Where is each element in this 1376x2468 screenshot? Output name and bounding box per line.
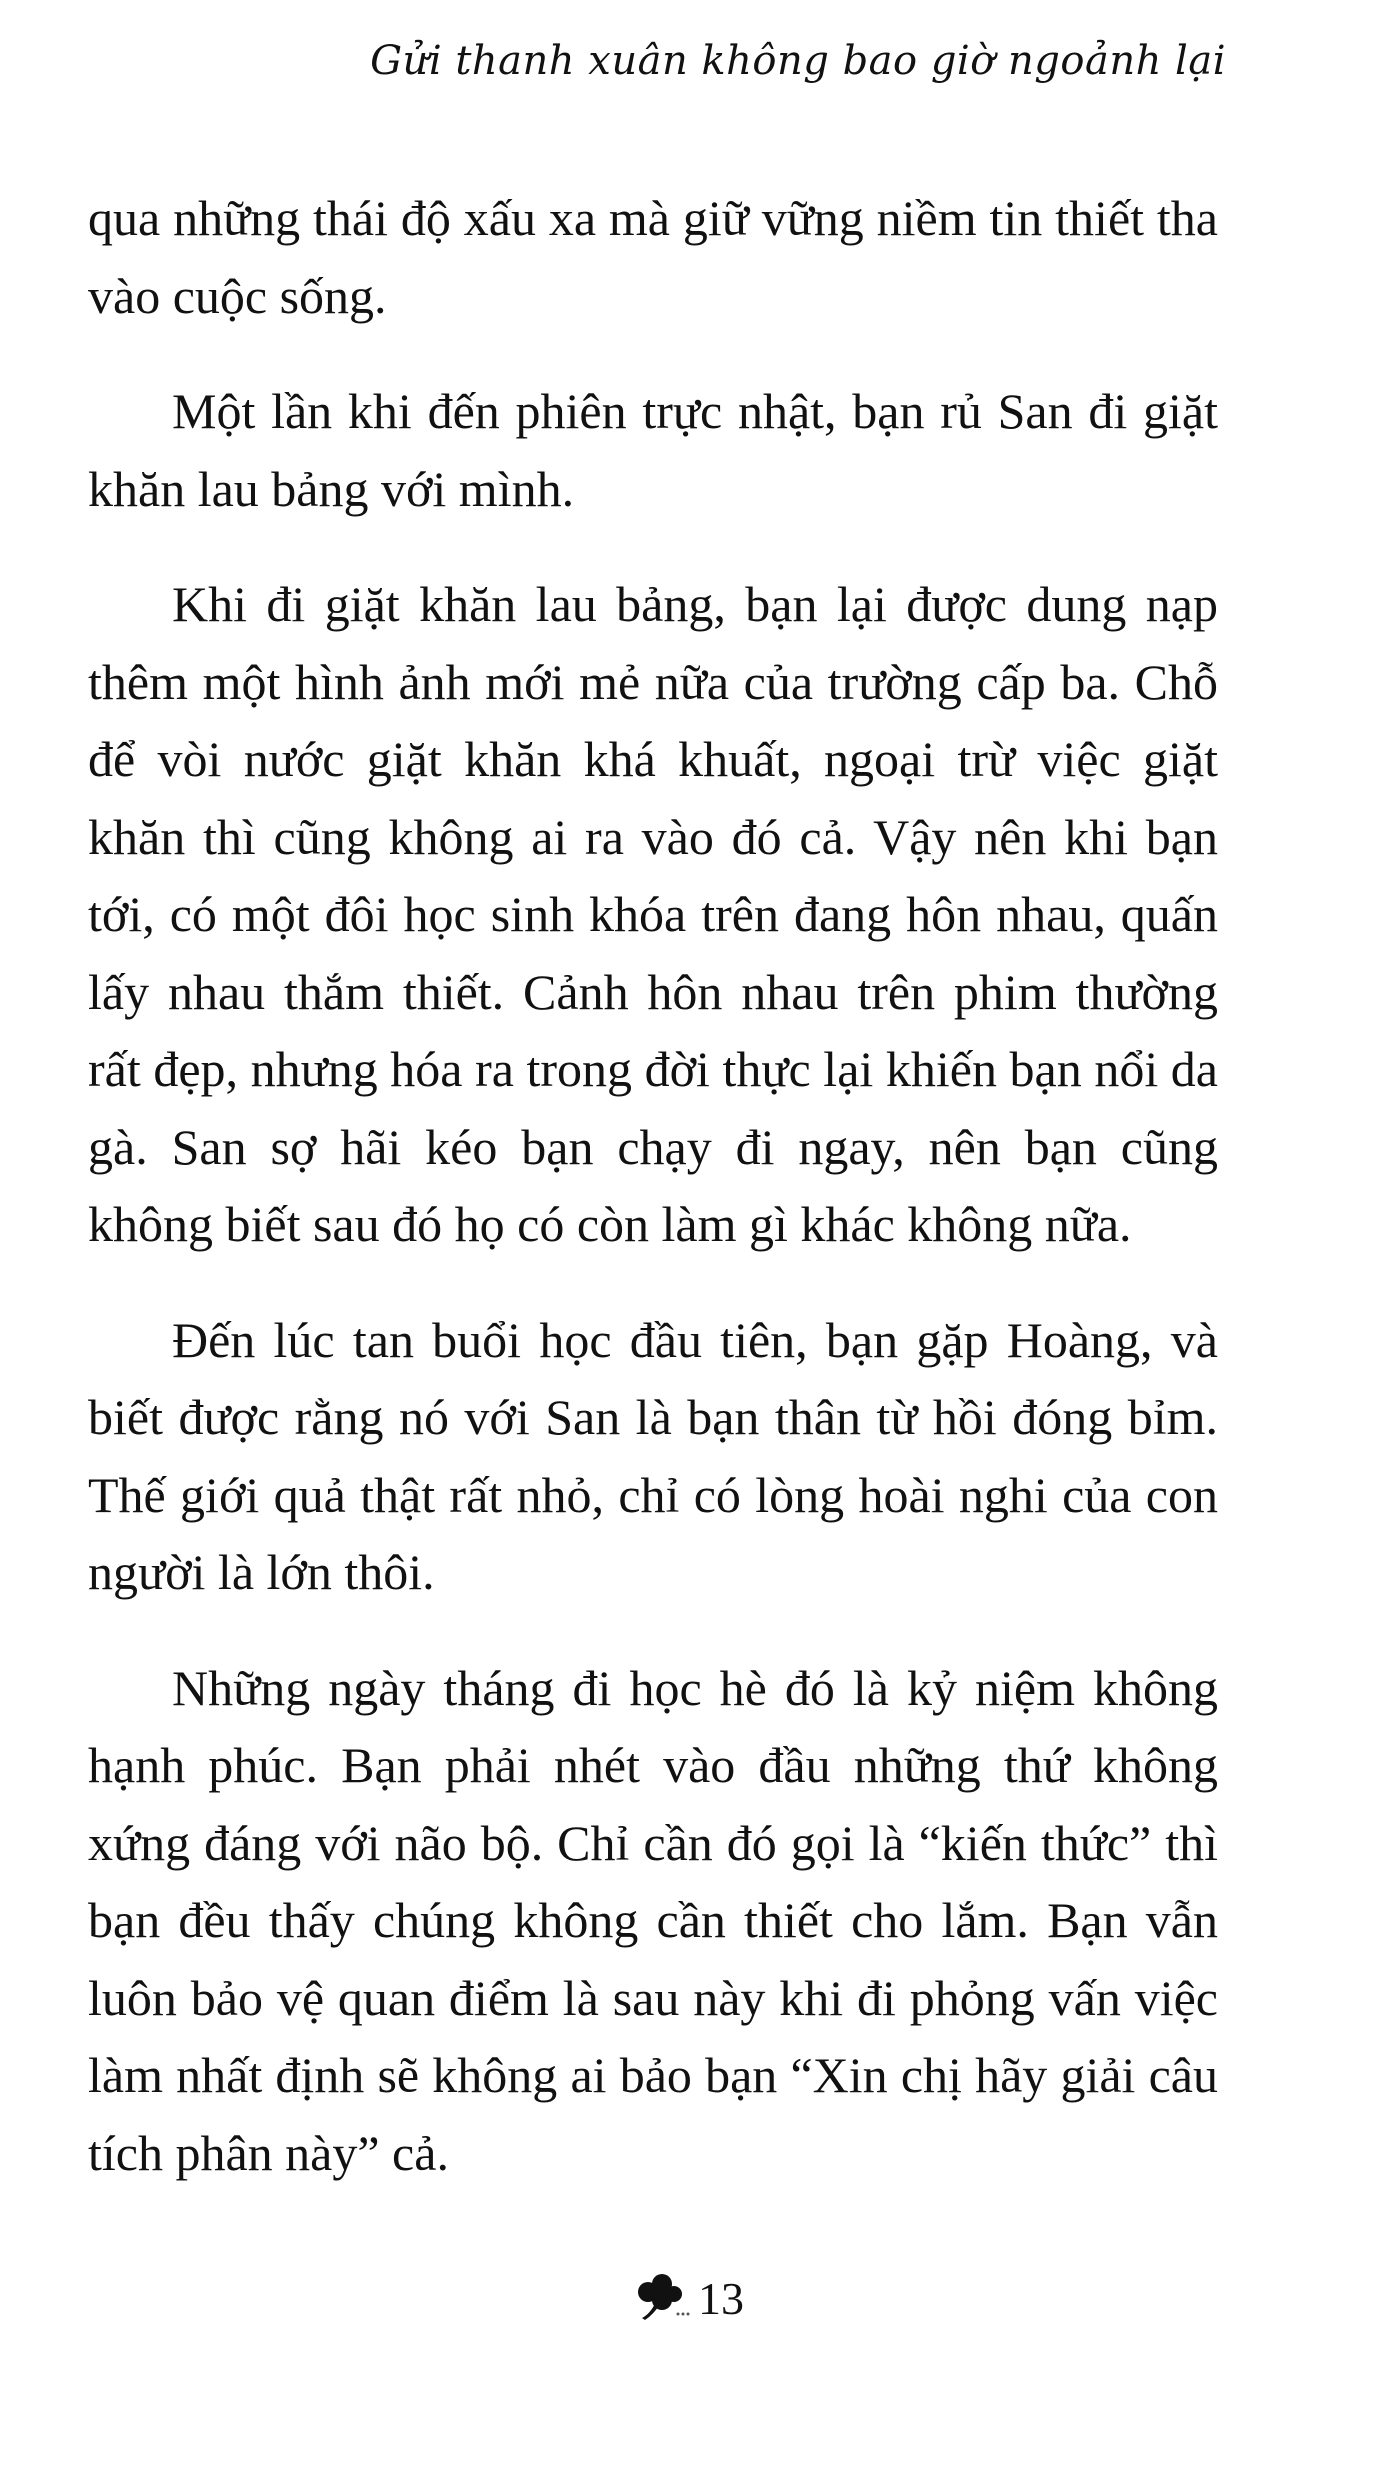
page-footer — [0, 2272, 1376, 2322]
clover-ornament-icon — [632, 2272, 692, 2322]
paragraph-3: Khi đi giặt khăn lau bảng, bạn lại được dung nạp thêm một hình ảnh mới mẻ nữa của trường cấp ba. Chỗ để vòi nước giặt khăn khá khuất, ngoại trừ việc giặt khăn thì cũng không ai ra vào đó cả. Vậy nên khi bạn tới, có một đôi học sinh khóa trên đang hôn nhau, quấn lấy nhau thắm thiết. Cảnh hôn nhau trên phim thường rất đẹp, nhưng hóa ra trong đời thực lại khiến bạn nổi da gà. San sợ hãi kéo bạn chạy đi ngay, nên bạn cũng không biết sau đó họ có còn làm gì khác không nữa. — [88, 576, 1218, 1252]
paragraph-2: Một lần khi đến phiên trực nhật, bạn rủ San đi giặt khăn lau bảng với mình. — [88, 383, 1218, 517]
paragraph-4: Đến lúc tan buổi học đầu tiên, bạn gặp Hoàng, và biết được rằng nó với San là bạn thân từ hồi đóng bỉm. Thế giới quả thật rất nhỏ, chỉ có lòng hoài nghi của con người là lớn thôi. — [88, 1311, 1218, 1600]
body-text — [88, 180, 1218, 2230]
page-number: 13 — [698, 2273, 744, 2324]
paragraph-5: Những ngày tháng đi học hè đó là kỷ niệm không hạnh phúc. Bạn phải nhét vào đầu những thứ không xứng đáng với não bộ. Chỉ cần đó gọi là “kiến thức” thì bạn đều thấy chúng không cần thiết cho lắm. Bạn vẫn luôn bảo vệ quan điểm là sau này khi đi phỏng vấn việc làm nhất định sẽ không ai bảo bạn “Xin chị hãy giải câu tích phân này” cả. — [88, 1659, 1218, 2181]
paragraph-1: qua những thái độ xấu xa mà giữ vững niềm tin thiết tha vào cuộc sống. — [88, 190, 1218, 324]
running-header-title: Gửi thanh xuân không bao giờ ngoảnh lại — [370, 38, 1226, 84]
